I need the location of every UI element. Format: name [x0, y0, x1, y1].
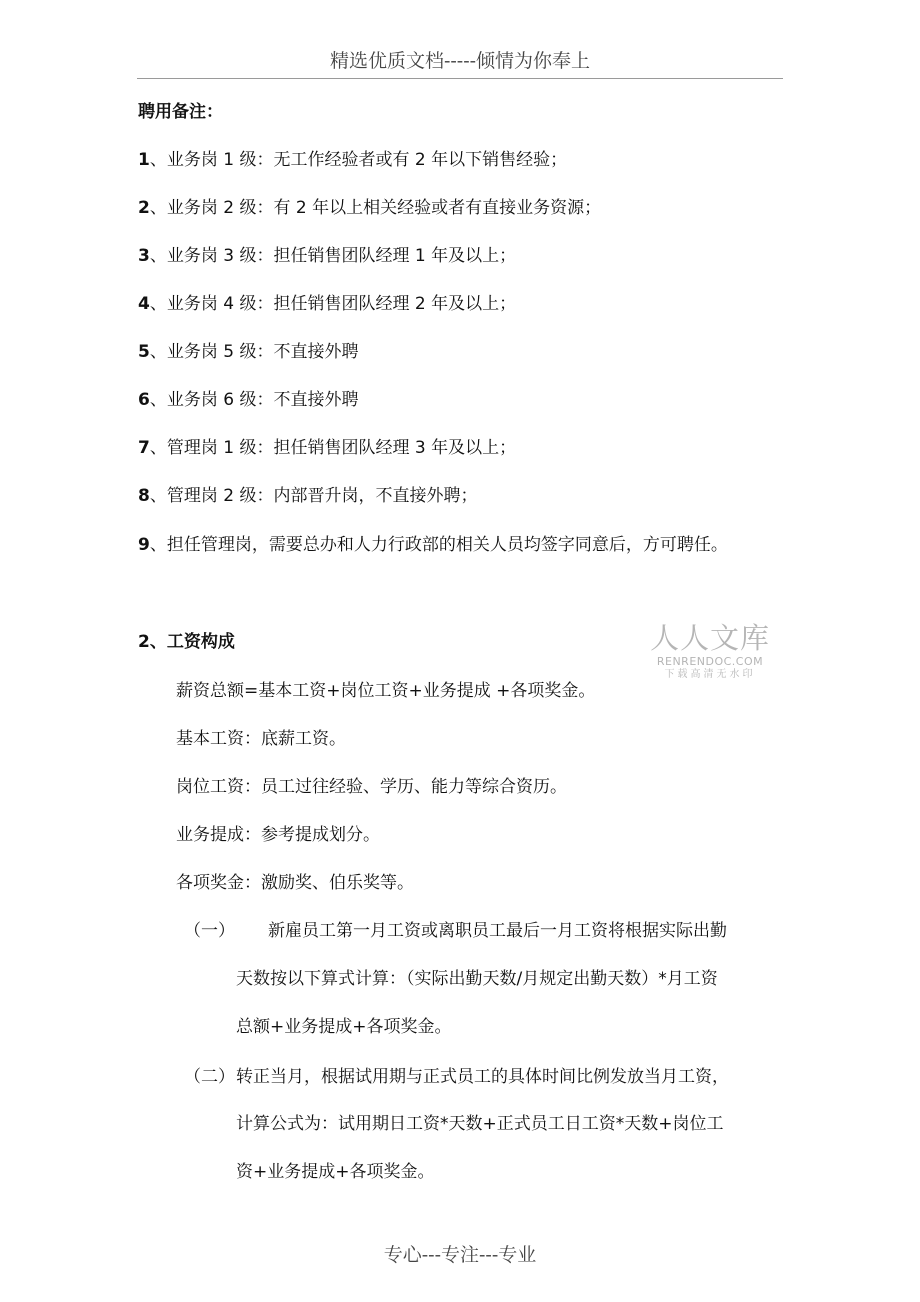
watermark-logo: [646, 621, 774, 682]
page-header: [137, 44, 783, 79]
watermark-brand: 人人文库: [649, 621, 770, 655]
header-text: 精选优质文档-----倾情为你奉上: [329, 50, 591, 72]
sub-item-line: 转正当月，根据试用期与正式员工的具体时间比例发放当月工资，: [236, 1067, 729, 1087]
paragraph-line: 业务提成：参考提成划分。: [176, 825, 380, 845]
watermark-tagline: 下载高清无水印: [664, 669, 756, 680]
list-item: 7、管理岗 1 级：担任销售团队经理 3 年及以上；: [138, 438, 517, 458]
list-item: 4、业务岗 4 级：担任销售团队经理 2 年及以上；: [138, 294, 517, 314]
paragraph-line: 岗位工资：员工过往经验、学历、能力等综合资历。: [176, 777, 567, 797]
sub-item-label: （一）: [184, 921, 235, 941]
list-item: 9、担任管理岗，需要总办和人力行政部的相关人员均签字同意后，方可聘任。: [138, 535, 728, 555]
watermark-site: RENRENDOC.COM: [656, 655, 764, 668]
paragraph-line: 基本工资：底薪工资。: [176, 729, 346, 749]
paragraph-line: 薪资总额=基本工资+岗位工资+业务提成 +各项奖金。: [176, 681, 596, 701]
sub-item-line: 计算公式为：试用期日工资*天数+正式员工日工资*天数+岗位工: [236, 1114, 724, 1134]
sub-item-line: 资+业务提成+各项奖金。: [236, 1162, 435, 1182]
sub-item-line: 新雇员工第一月工资或离职员工最后一月工资将根据实际出勤: [268, 921, 727, 941]
section2-title: 2、工资构成: [138, 632, 235, 652]
list-item: 5、业务岗 5 级：不直接外聘: [138, 342, 359, 362]
page-footer: 专心---专注---专业: [383, 1244, 537, 1266]
list-item: 6、业务岗 6 级：不直接外聘: [138, 390, 359, 410]
list-item: 8、管理岗 2 级：内部晋升岗，不直接外聘；: [138, 486, 478, 506]
section1-title: 聘用备注：: [138, 102, 223, 122]
sub-item-line: 总额+业务提成+各项奖金。: [236, 1017, 452, 1037]
sub-item-label: （二）: [184, 1067, 235, 1087]
list-item: 2、业务岗 2 级：有 2 年以上相关经验或者有直接业务资源；: [138, 198, 602, 218]
list-item: 1、业务岗 1 级：无工作经验者或有 2 年以下销售经验；: [138, 150, 568, 170]
paragraph-line: 各项奖金：激励奖、伯乐奖等。: [176, 873, 414, 893]
sub-item-line: 天数按以下算式计算：（实际出勤天数/月规定出勤天数）*月工资: [236, 969, 718, 989]
list-item: 3、业务岗 3 级：担任销售团队经理 1 年及以上；: [138, 246, 517, 266]
